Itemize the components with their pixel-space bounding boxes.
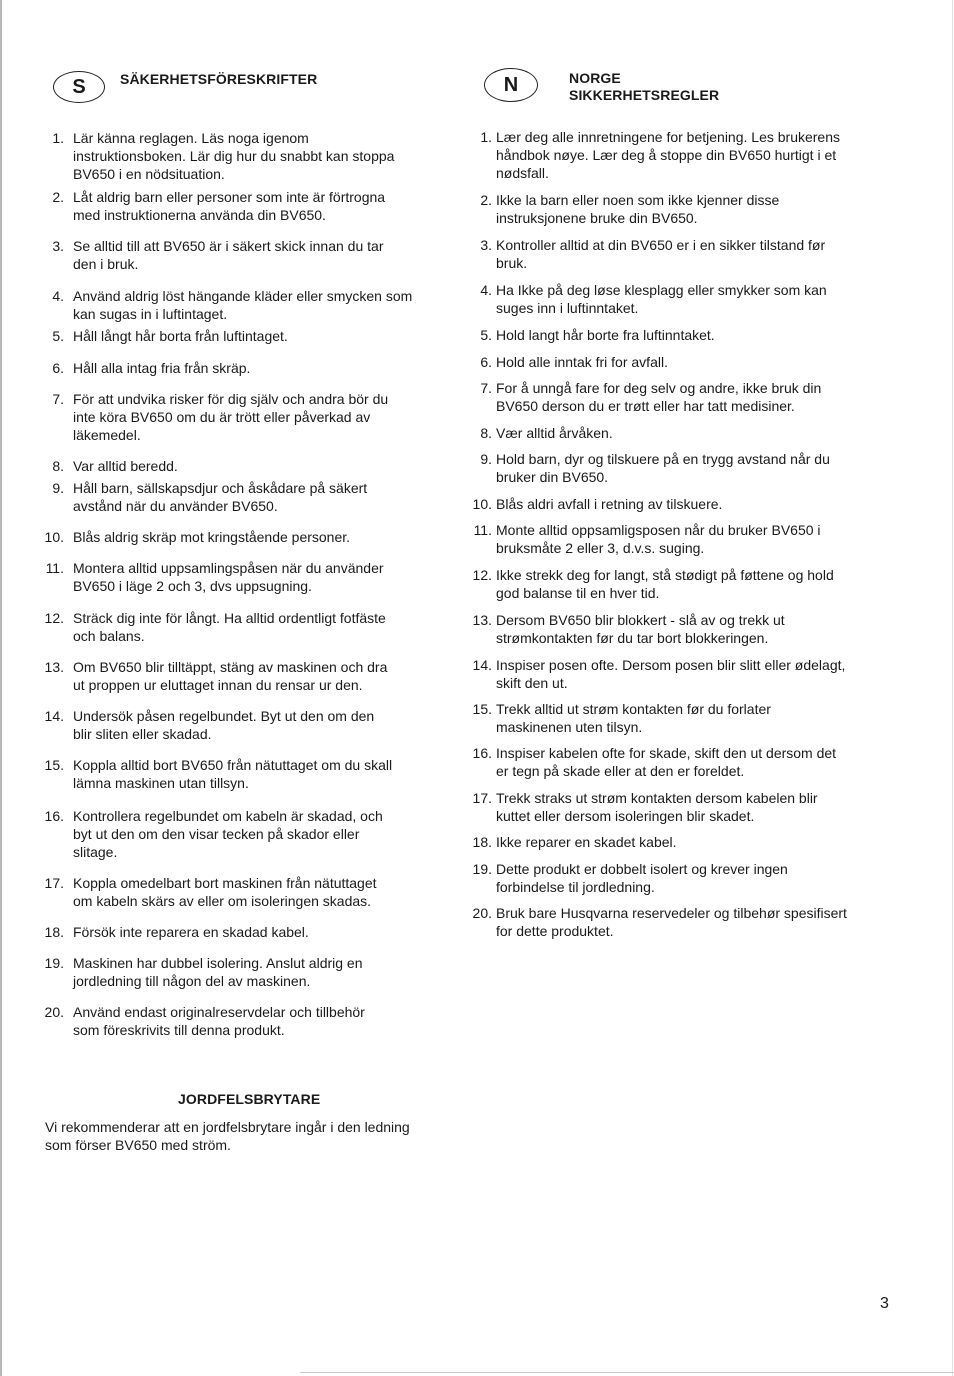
scan-edge-right xyxy=(952,0,953,1376)
item-text: Ha Ikke på deg løse klesplagg eller smykker som kan suges inn i luftinntaket. xyxy=(496,282,827,316)
item-text: Dette produkt er dobbelt isolert og krever ingen forbindelse til jordledning. xyxy=(496,861,788,895)
item-text: Trekk straks ut strøm kontakten dersom kabelen blir kuttet eller dersom isoleringen blir skadet. xyxy=(496,790,818,824)
item-text: Var alltid beredd. xyxy=(73,458,178,474)
item-text: Hold alle inntak fri for avfall. xyxy=(496,354,668,370)
item-number: 1. xyxy=(480,129,492,145)
item-number: 2. xyxy=(480,192,492,208)
norway-section-title xyxy=(569,70,719,104)
item-number: 10. xyxy=(472,496,492,512)
item-number: 13. xyxy=(44,659,64,675)
item-number: 2. xyxy=(52,189,64,205)
item-text: Koppla alltid bort BV650 från nätuttaget om du skall lämna maskinen utan tillsyn. xyxy=(73,757,393,791)
item-text: Se alltid till att BV650 är i säkert skick innan du tar den i bruk. xyxy=(73,238,384,272)
item-text: Hold langt hår borte fra luftinntaket. xyxy=(496,327,715,343)
item-number: 18. xyxy=(44,924,64,940)
item-number: 20. xyxy=(472,905,492,921)
item-text: Dersom BV650 blir blokkert - slå av og trekk ut strømkontakten før du tar bort blokkeringen. xyxy=(496,612,785,646)
item-text: Sträck dig inte för långt. Ha alltid ordentligt fotfäste och balans. xyxy=(73,610,386,644)
item-number: 5. xyxy=(480,327,492,343)
item-number: 8. xyxy=(52,458,64,474)
item-text: För att undvika risker för dig själv och andra bör du inte köra BV650 om du är trött eller påverkad av läkemedel. xyxy=(73,391,389,443)
item-text: Försök inte reparera en skadad kabel. xyxy=(73,924,309,940)
item-number: 6. xyxy=(52,360,64,376)
item-number: 16. xyxy=(472,745,492,761)
item-number: 19. xyxy=(472,861,492,877)
item-text: Använd aldrig löst hängande kläder eller smycken som kan sugas in i luftintaget. xyxy=(73,288,413,322)
item-number: 9. xyxy=(480,451,492,467)
rcd-paragraph: Vi rekommenderar att en jordfelsbrytare ingår i den ledning som förser BV650 med ström. xyxy=(45,1119,410,1153)
item-number: 7. xyxy=(52,391,64,407)
item-number: 7. xyxy=(480,380,492,396)
item-text: Inspiser posen ofte. Dersom posen blir slitt eller ødelagt, skift den ut. xyxy=(496,657,846,691)
item-text: Ikke reparer en skadet kabel. xyxy=(496,834,677,850)
sweden-language-badge xyxy=(53,71,105,103)
item-number: 3. xyxy=(52,238,64,254)
norway-language-badge xyxy=(484,68,538,102)
item-number: 5. xyxy=(52,328,64,344)
item-number: 13. xyxy=(472,612,492,628)
item-text: Maskinen har dubbel isolering. Anslut aldrig en jordledning till någon del av maskinen. xyxy=(73,955,363,989)
item-number: 11. xyxy=(45,560,64,576)
item-text: Trekk alltid ut strøm kontakten før du forlater maskinenen uten tilsyn. xyxy=(496,701,771,735)
item-text: Låt aldrig barn eller personer som inte är förtrogna med instruktionerna använda din BV650. xyxy=(73,189,386,223)
item-text: Montera alltid uppsamlingspåsen när du använder BV650 i läge 2 och 3, dvs uppsugning. xyxy=(73,560,384,594)
item-text: Lär känna reglagen. Läs noga igenom instruktionsboken. Lär dig hur du snabbt kan stoppa BV650 i en nödsituation. xyxy=(73,130,395,182)
item-number: 17. xyxy=(44,875,64,891)
item-number: 15. xyxy=(472,701,492,717)
item-text: Kontroller alltid at din BV650 er i en sikker tilstand før bruk. xyxy=(496,237,826,271)
norway-badge-letter: N xyxy=(503,73,519,96)
item-number: 1. xyxy=(52,130,64,146)
item-text: Håll alla intag fria från skräp. xyxy=(73,360,251,376)
item-text: For å unngå fare for deg selv og andre, ikke bruk din BV650 derson du er trøtt eller har tatt medisiner. xyxy=(496,380,822,414)
item-number: 8. xyxy=(480,425,492,441)
item-text: Blås aldrig skräp mot kringstående personer. xyxy=(73,529,351,545)
item-number: 10. xyxy=(44,529,64,545)
item-number: 12. xyxy=(44,610,64,626)
item-text: Koppla omedelbart bort maskinen från nätuttaget om kabeln skärs av eller om isoleringen skadas. xyxy=(73,875,377,909)
item-number: 9. xyxy=(52,480,64,496)
scan-edge-left xyxy=(0,0,2,1376)
item-text: Kontrollera regelbundet om kabeln är skadad, och byt ut den om den visar tecken på skador eller slitage. xyxy=(73,808,383,860)
item-number: 15. xyxy=(44,757,64,773)
item-number: 14. xyxy=(44,708,64,724)
sweden-section-title: SÄKERHETSFÖRESKRIFTER xyxy=(120,71,318,87)
item-text: Använd endast originalreservdelar och tillbehör som föreskrivits till denna produkt. xyxy=(73,1004,365,1038)
item-text: Vær alltid årvåken. xyxy=(496,425,613,441)
page-number: 3 xyxy=(880,1295,889,1312)
item-text: Om BV650 blir tilltäppt, stäng av maskinen och dra ut proppen ur eluttaget innan du rensar ur den. xyxy=(73,659,388,693)
item-number: 18. xyxy=(472,834,492,850)
item-number: 4. xyxy=(52,288,64,304)
item-number: 16. xyxy=(44,808,64,824)
item-number: 3. xyxy=(480,237,492,253)
item-number: 6. xyxy=(480,354,492,370)
item-text: Inspiser kabelen ofte for skade, skift den ut dersom det er tegn på skade eller at den er foreldet. xyxy=(496,745,837,779)
item-number: 19. xyxy=(44,955,64,971)
item-text: Hold barn, dyr og tilskuere på en trygg avstand når du bruker din BV650. xyxy=(496,451,830,485)
item-number: 20. xyxy=(44,1004,64,1020)
item-number: 11. xyxy=(473,522,492,538)
sweden-badge-letter: S xyxy=(72,75,86,98)
item-number: 14. xyxy=(472,657,492,673)
item-text: Ikke strekk deg for langt, stå stødigt på føttene og hold god balanse til en hver tid. xyxy=(496,567,834,601)
item-text: Bruk bare Husqvarna reservedeler og tilbehør spesifisert for dette produktet. xyxy=(496,905,847,939)
item-text: Undersök påsen regelbundet. Byt ut den om den blir sliten eller skadad. xyxy=(73,708,375,742)
item-text: Håll barn, sällskapsdjur och åskådare på säkert avstånd när du använder BV650. xyxy=(73,480,368,514)
scan-edge-bottom xyxy=(300,1372,954,1373)
item-text: Håll långt hår borta från luftintaget. xyxy=(73,328,288,344)
item-text: Blås aldri avfall i retning av tilskuere. xyxy=(496,496,723,512)
item-text: Ikke la barn eller noen som ikke kjenner disse instruksjonene bruke din BV650. xyxy=(496,192,780,226)
item-number: 12. xyxy=(472,567,492,583)
item-number: 4. xyxy=(480,282,492,298)
item-number: 17. xyxy=(472,790,492,806)
item-text: Monte alltid oppsamligsposen når du bruker BV650 i bruksmåte 2 eller 3, d.v.s. suging. xyxy=(496,522,821,556)
norway-title-line-1: NORGE xyxy=(569,70,621,86)
norway-title-line-2: SIKKERHETSREGLER xyxy=(569,87,720,103)
rcd-section-title: JORDFELSBRYTARE xyxy=(178,1091,321,1107)
item-text: Lær deg alle innretningene for betjening. Les brukerens håndbok nøye. Lær deg å stoppe din BV650 hurtigt i et nødsfall. xyxy=(496,129,841,181)
